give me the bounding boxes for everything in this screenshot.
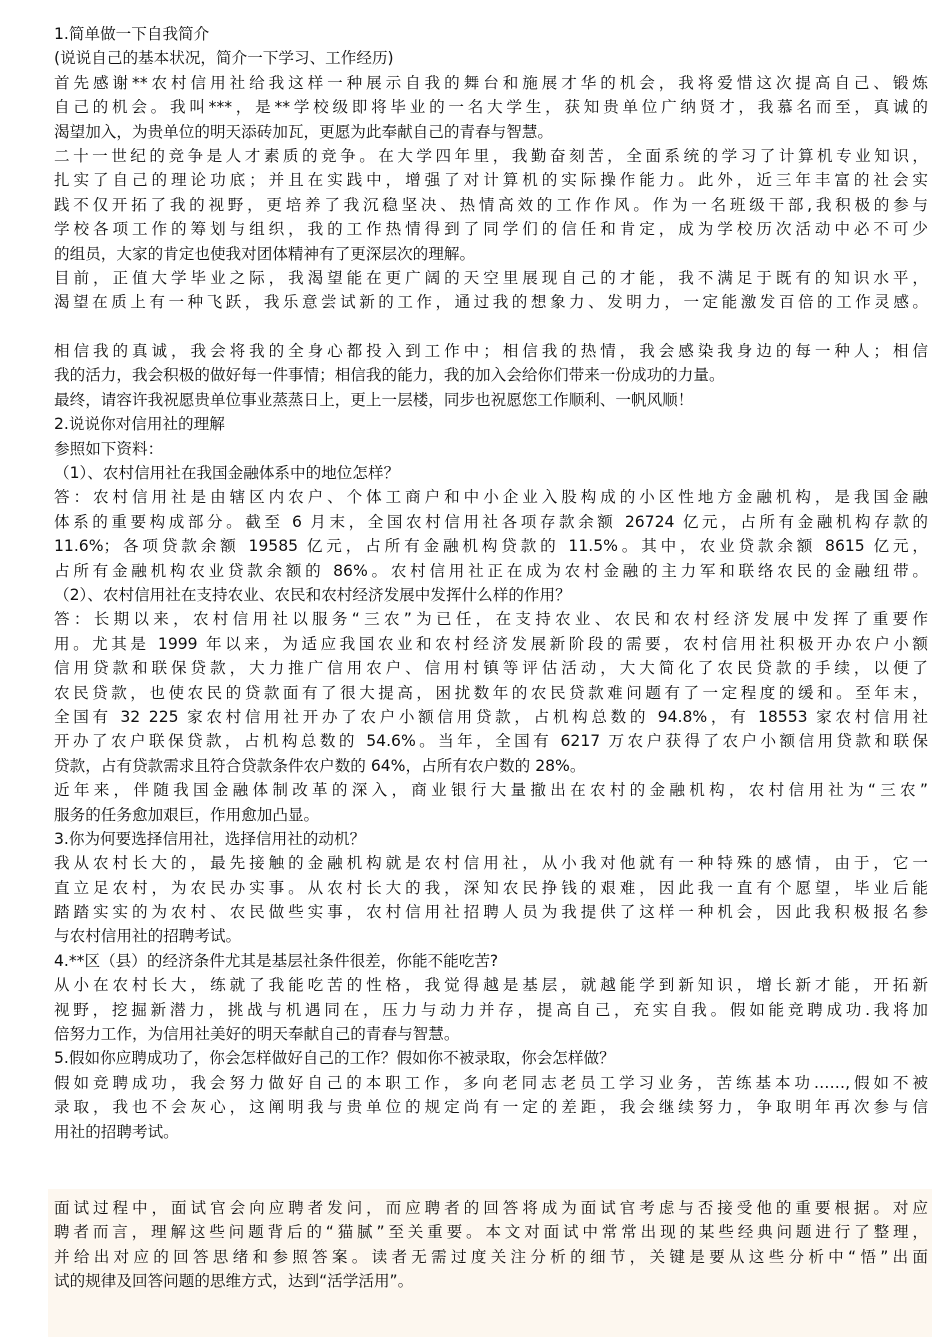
text-line: 全国有 32 225 家农村信用社开办了农户小额信用贷款，占机构总数的 94.8%，有 18553 家农村信用社 bbox=[54, 707, 928, 726]
document-body bbox=[54, 22, 928, 1144]
text-line: 聘者而言，理解这些问题背后的“猫腻”至关重要。本文对面试中常常出现的某些经典问题进行了整理， bbox=[54, 1223, 928, 1242]
text-line: 倍努力工作，为信用社美好的明天奉献自己的青春与智慧。 bbox=[54, 1025, 460, 1044]
text-line: 我的活力，我会积极的做好每一件事情；相信我的能力，我的加入会给你们带来一份成功的力量。 bbox=[54, 366, 725, 385]
text-line: 二十一世纪的竞争是人才素质的竞争。在大学四年里，我勤奋刻苦，全面系统的学习了计算机专业知识， bbox=[54, 146, 928, 165]
text-line: 用社的招聘考试。 bbox=[54, 1122, 179, 1141]
text-line: 扎实了自己的理论功底；并且在实践中，增强了对计算机的实际操作能力。此外，近三年丰富的社会实 bbox=[54, 171, 928, 190]
text-line: （2）、农村信用社在支持农业、农民和农村经济发展中发挥什么样的作用？ bbox=[54, 585, 571, 604]
text-line: 试的规律及回答问题的思维方式，达到“活学活用”。 bbox=[54, 1272, 414, 1291]
footer-paragraph bbox=[54, 1196, 928, 1294]
text-line: 占所有金融机构农业贷款余额的 86%。农村信用社正在成为农村金融的主力军和联络农民的金融纽带。 bbox=[54, 561, 928, 580]
text-line: 1.简单做一下自我简介 bbox=[54, 25, 210, 43]
text-line: 用。尤其是 1999 年以来，为适应我国农业和农村经济发展新阶段的需要，农村信用社积极开办农户小额 bbox=[54, 634, 928, 653]
text-line: 与农村信用社的招聘考试。 bbox=[54, 927, 242, 946]
text-line: 我从农村长大的，最先接触的金融机构就是农村信用社，从小我对他就有一种特殊的感情，由于，它一 bbox=[54, 854, 928, 873]
text-line: 贷款，占有贷款需求且符合贷款条件农户数的 64%，占所有农户数的 28%。 bbox=[54, 756, 586, 775]
text-line: 践不仅开拓了我的视野，更培养了我沉稳坚决、热情高效的工作作风。作为一名班级干部,我积极的参与 bbox=[54, 195, 928, 214]
text-line: 4.**区（县）的经济条件尤其是基层社条件很差，你能不能吃苦? bbox=[54, 951, 499, 970]
text-line: 2.说说你对信用社的理解 bbox=[54, 415, 225, 434]
text-line: 11.6%；各项贷款余额 19585 亿元，占所有金融机构贷款的 11.5%。其中，农业贷款余额 8615 亿元， bbox=[54, 537, 928, 556]
text-line: 最终，请容许我祝愿贵单位事业蒸蒸日上，更上一层楼，同步也祝愿您工作顺利、一帆风顺！ bbox=[54, 390, 694, 409]
text-line: 答：长期以来，农村信用社以服务“三农”为已任，在支持农业、农民和农村经济发展中发挥了重要作 bbox=[54, 610, 928, 629]
text-line: 面试过程中，面试官会向应聘者发问，而应聘者的回答将成为面试官考虑与否接受他的重要根据。对应 bbox=[54, 1199, 928, 1217]
text-line: 视野，挖掘新潜力，挑战与机遇同在，压力与动力并存，提高自己，充实自我。假如能竞聘成功.我将加 bbox=[54, 1000, 928, 1019]
text-line: 的组员，大家的肯定也使我对团体精神有了更深层次的理解。 bbox=[54, 244, 476, 263]
text-line: 学校各项工作的筹划与组织，我的工作热情得到了同学们的信任和肯定，成为学校历次活动中必不可少 bbox=[54, 220, 928, 239]
text-line: 相信我的真诚，我会将我的全身心都投入到工作中；相信我的热情，我会感染我身边的每一种人；相信 bbox=[54, 342, 928, 361]
text-line: 农民贷款，也使农民的贷款面有了很大提高，困扰数年的农民贷款难问题有了一定程度的缓和。至年末， bbox=[54, 683, 928, 702]
text-line: 3.你为何要选择信用社，选择信用社的动机？ bbox=[54, 829, 366, 848]
text-line: 开办了农户联保贷款，占机构总数的 54.6%。当年，全国有 6217 万农户获得了农户小额信用贷款和联保 bbox=[54, 732, 928, 751]
text-line: 近年来，伴随我国金融体制改革的深入，商业银行大量撤出在农村的金融机构，农村信用社为“三农” bbox=[54, 781, 928, 800]
text-line: 目前，正值大学毕业之际，我渴望能在更广阔的天空里展现自己的才能，我不满足于既有的知识水平， bbox=[54, 268, 928, 287]
text-line: 信用贷款和联保贷款，大力推广信用农户、信用村镇等评估活动，大大简化了农民贷款的手续，以便了 bbox=[54, 659, 928, 678]
text-line: 并给出对应的回答思绪和参照答案。读者无需过度关注分析的细节，关键是要从这些分析中“悟”出面 bbox=[54, 1247, 928, 1266]
text-line: (说说自己的基本状况，简介一下学习、工作经历) bbox=[54, 49, 394, 68]
blank-line bbox=[54, 315, 928, 339]
text-line: 5.假如你应聘成功了，你会怎样做好自己的工作？假如你不被录取，你会怎样做？ bbox=[54, 1049, 615, 1068]
text-line: 渴望在质上有一种飞跃，我乐意尝试新的工作，通过我的想象力、发明力，一定能激发百倍的工作灵感。 bbox=[54, 293, 928, 312]
text-line: 答：农村信用社是由辖区内农户、个体工商户和中小企业入股构成的小区性地方金融机构，是我国金融 bbox=[54, 488, 928, 507]
text-line: 渴望加入，为贵单位的明天添砖加瓦，更愿为此奉献自己的青春与智慧。 bbox=[54, 122, 554, 141]
text-line: 体系的重要构成部分。截至 6 月末，全国农村信用社各项存款余额 26724 亿元，占所有金融机构存款的 bbox=[54, 512, 928, 531]
text-line: 自己的机会。我叫***，是**学校级即将毕业的一名大学生，获知贵单位广纳贤才，我慕名而至，真诚的 bbox=[54, 98, 928, 117]
text-line: 假如竞聘成功，我会努力做好自己的本职工作，多向老同志老员工学习业务，苦练基本功……,假如不被 bbox=[54, 1073, 928, 1092]
text-line: 录取，我也不会灰心，这阐明我与贵单位的规定尚有一定的差距，我会继续努力，争取明年再次参与信 bbox=[54, 1098, 928, 1117]
text-line: 服务的任务愈加艰巨，作用愈加凸显。 bbox=[54, 805, 320, 824]
text-line: 参照如下资料： bbox=[54, 439, 164, 458]
text-line: 直立足农村，为农民办实事。从农村长大的我，深知农民挣钱的艰难，因此我一直有个愿望，毕业后能 bbox=[54, 878, 928, 897]
text-line: 踏踏实实的为农村、农民做些实事，农村信用社招聘人员为我提供了这样一种机会，因此我积极报名参 bbox=[54, 903, 928, 922]
text-line: 首先感谢**农村信用社给我这样一种展示自我的舞台和施展才华的机会，我将爱惜这次提高自己、锻炼 bbox=[54, 73, 928, 92]
text-line: 从小在农村长大，练就了我能吃苦的性格，我觉得越是基层，就越能学到新知识，增长新才能，开拓新 bbox=[54, 976, 928, 995]
text-line: （1）、农村信用社在我国金融体系中的地位怎样？ bbox=[54, 464, 400, 483]
